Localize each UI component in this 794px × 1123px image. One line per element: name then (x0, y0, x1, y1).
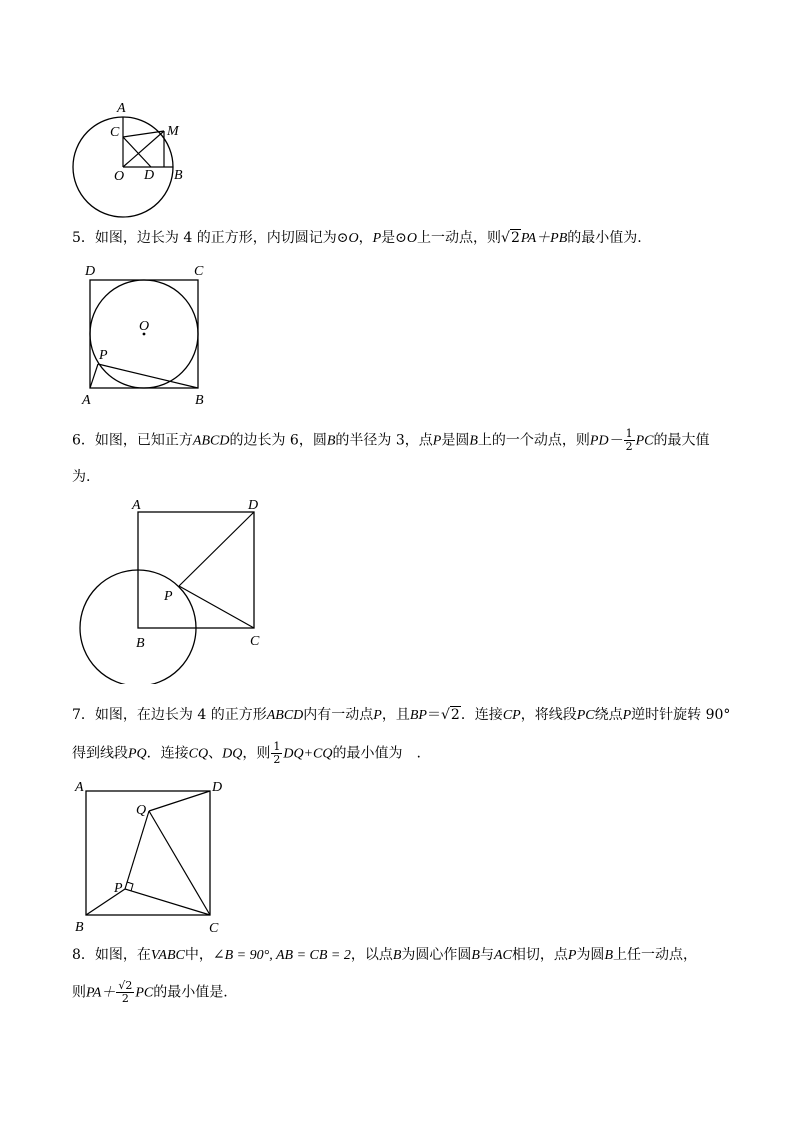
segment-pc (179, 586, 254, 628)
segment-qd (149, 791, 210, 811)
segment-pq (125, 811, 149, 889)
label-m: M (167, 124, 179, 139)
question-6: 6．如图，已知正方ABCD的边长为 6，圆B的半径为 3，点P是圆B上的一个动点，则PD－ $\frac{1}{2}$ PC的最大值 (72, 427, 710, 453)
segment-cd (123, 137, 151, 167)
fraction: $\frac{1}{2}$ (625, 427, 633, 453)
segment-pb (98, 364, 198, 388)
label-b: B (174, 168, 183, 183)
figure-square-circle-b (72, 494, 272, 684)
question-number: 6． (72, 432, 95, 449)
label-a: A (132, 498, 141, 513)
sqrt-expression: √2 (440, 707, 460, 723)
label-a: A (117, 101, 126, 116)
question-number: 8． (72, 947, 95, 963)
label-c: C (250, 634, 260, 649)
label-c: C (209, 921, 219, 936)
question-8: 8．如图，在VABC中，∠B = 90°, AB = CB = 2，以点B为圆心作圆B与AC相切，点P为圆B上任一动点， (72, 947, 697, 963)
question-5: 5．如图，边长为 4 的正方形，内切圆记为⊙O，P是⊙O上一动点，则√2PA＋PB的最小值为. (72, 227, 642, 250)
question-7-line2: 得到线段PQ．连接CQ、DQ，则 $\frac{1}{2}$ DQ+CQ的最小值为 . (72, 740, 421, 766)
question-6-line2: 为. (72, 469, 91, 485)
label-a: A (82, 393, 91, 408)
label-o: O (114, 169, 125, 184)
fraction: $\frac{1}{2}$ (273, 740, 281, 766)
label-b: B (136, 636, 145, 651)
label-b: B (195, 393, 204, 408)
figure-square-incircle (76, 258, 226, 408)
question-number: 5． (72, 230, 95, 246)
question-number: 7． (72, 707, 95, 723)
question-7: 7．如图，在边长为 4 的正方形ABCD内有一动点P，且BP＝√2．连接CP，将线段PC绕点P逆时针旋转 90° (72, 704, 730, 727)
sqrt-expression: √2 (501, 230, 520, 246)
label-p: P (114, 881, 123, 896)
label-c: C (110, 125, 120, 140)
segment-pd (179, 512, 254, 586)
label-d: D (144, 168, 155, 183)
label-d: D (212, 780, 223, 795)
figure-circle-sector (60, 95, 210, 230)
label-p: P (99, 348, 108, 363)
fraction: $\frac{√2}{2}$ (118, 979, 133, 1005)
figure-square-rotation (70, 775, 240, 940)
label-d: D (248, 498, 259, 513)
label-a: A (75, 780, 84, 795)
question-8-line2: 则PA＋ $\frac{√2}{2}$ PC的最小值是. (72, 979, 228, 1005)
label-c: C (194, 264, 204, 279)
segment-pa (90, 364, 98, 388)
label-q: Q (136, 803, 147, 818)
label-o: O (139, 319, 150, 334)
label-d: D (85, 264, 96, 279)
label-b: B (75, 920, 84, 935)
label-p: P (164, 589, 173, 604)
